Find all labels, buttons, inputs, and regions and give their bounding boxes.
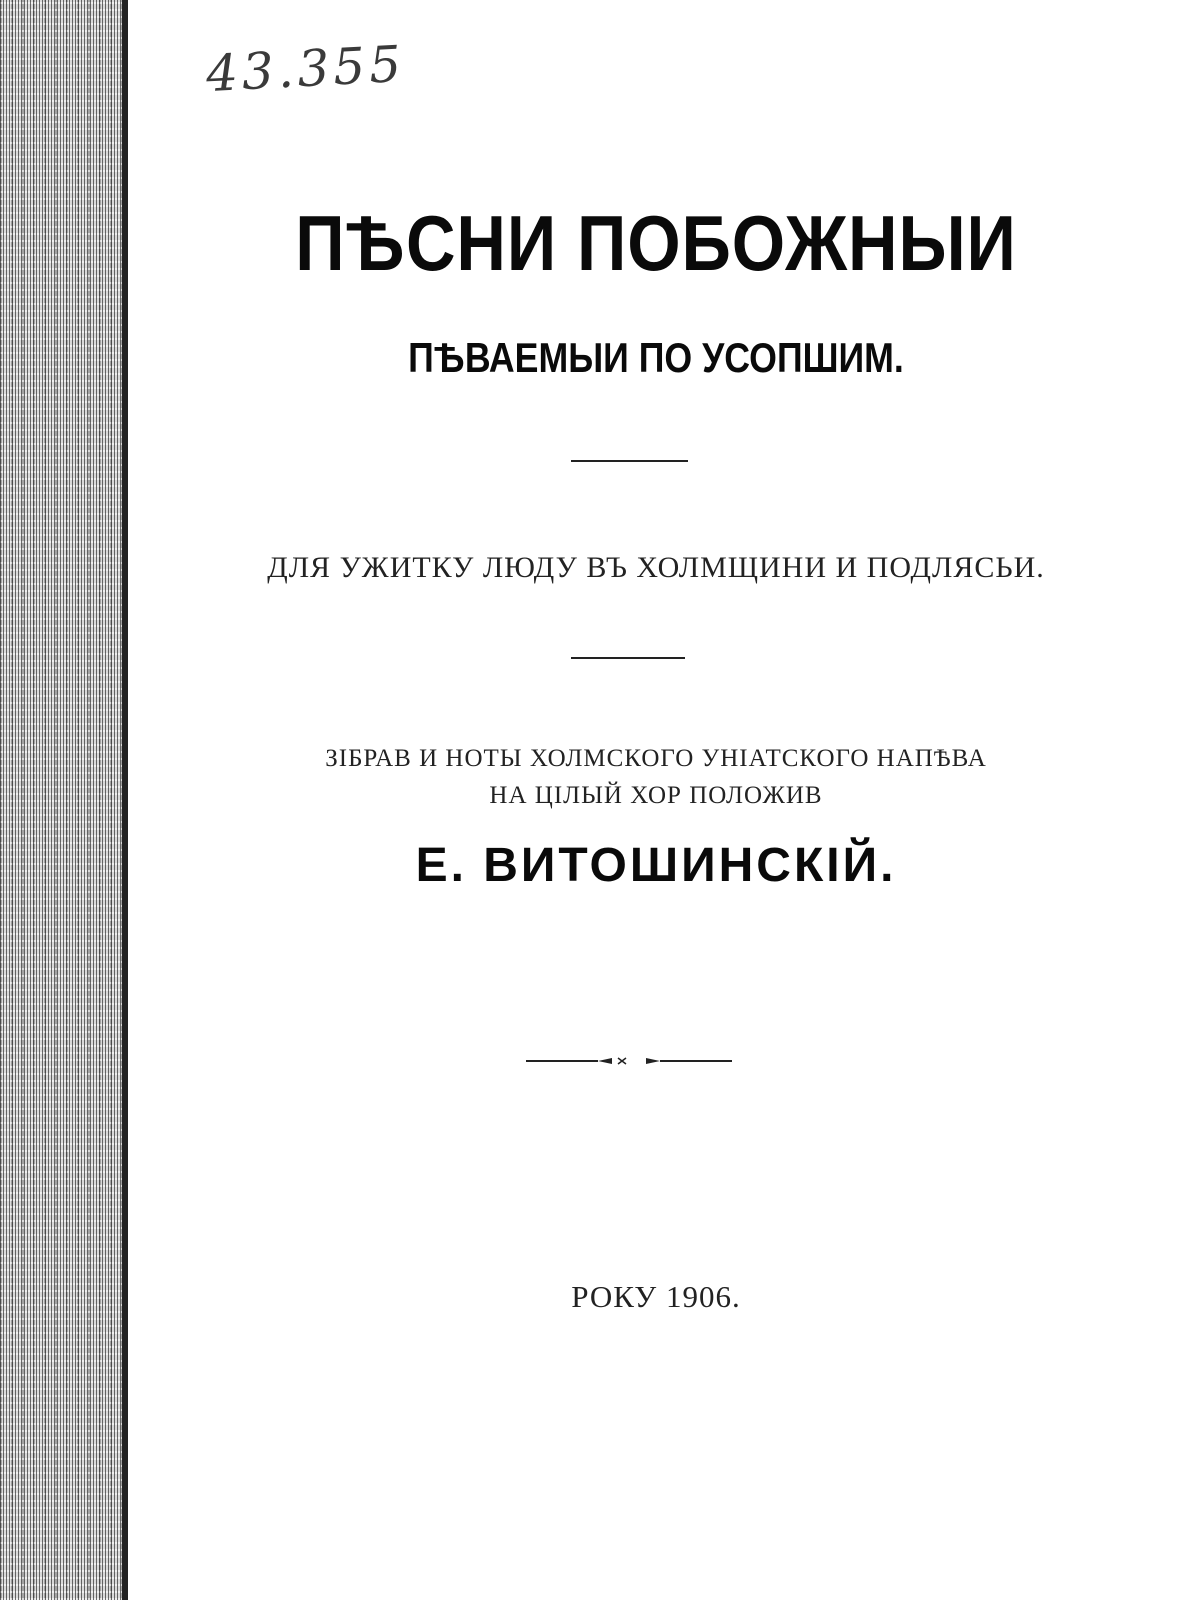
title-page (128, 0, 1184, 1600)
handwritten-shelf-mark: 43.355 (204, 34, 407, 104)
book-title: ПѢСНИ ПОБОЖНЫИ (295, 199, 1017, 287)
book-subtitle: ПѢВАЕМЫИ ПО УСОПШИМ. (408, 334, 904, 381)
book-spine (0, 0, 128, 1600)
ornament-divider (526, 1054, 732, 1068)
compiler-line-1: ЗІБРАВ И НОТЫ ХОЛМСКОГО УНІАТСКОГО НАПѢВА (325, 745, 987, 772)
divider-rule (571, 657, 685, 659)
author-name: Е. ВИТОШИНСКІЙ. (415, 839, 897, 892)
compiler-line-2: НА ЦІЛЫЙ ХОР ПОЛОЖИВ (489, 782, 823, 809)
purpose-line: ДЛЯ УЖИТКУ ЛЮДУ ВЪ ХОЛМЩИНИ И ПОДЛЯСЬИ. (267, 551, 1045, 584)
divider-rule (571, 460, 688, 462)
publication-year: РОКУ 1906. (571, 1279, 741, 1314)
